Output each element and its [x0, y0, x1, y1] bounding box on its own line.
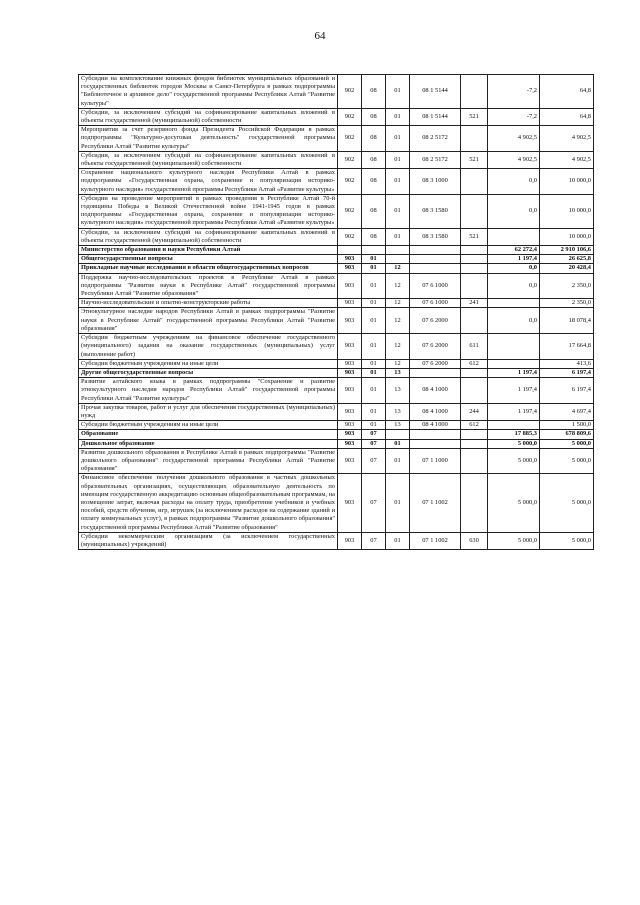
- row-name-cell: Развитие алтайского языка в рамках подпрограммы "Сохранение и развитие этнокультурного наследия народов Республики Алтай" государственной программы Республики Алтай "Развитие культуры": [79, 378, 338, 404]
- amount-total-cell: 10 000,0: [540, 228, 594, 245]
- ministry-code-cell: 902: [338, 228, 362, 245]
- row-name-cell: Дошкольное образование: [79, 439, 338, 448]
- subsection-code-cell: [386, 246, 410, 255]
- table-row: [79, 368, 594, 377]
- ministry-code-cell: 902: [338, 194, 362, 228]
- section-code-cell: 01: [362, 264, 386, 273]
- ministry-code-cell: 903: [338, 273, 362, 299]
- expense-type-cell: 241: [461, 299, 488, 308]
- expense-type-cell: 612: [461, 359, 488, 368]
- row-name-cell: Поддержка научно-исследовательских проектов в Республике Алтай в рамках подпрограммы "Развитие науки в Республике Алтай" государственной программы Республики Алтай "Развитие образования": [79, 273, 338, 299]
- section-code-cell: 01: [362, 359, 386, 368]
- amount-change-cell: 1 197,4: [488, 378, 540, 404]
- section-code-cell: [362, 246, 386, 255]
- expense-type-cell: [461, 246, 488, 255]
- page-number: 64: [314, 30, 326, 42]
- target-article-cell: 07 1 1002: [410, 474, 461, 532]
- row-name-cell: Субсидии на проведение мероприятий в рамках проведения в Республике Алтай 70-й годовщины Победы в Великой Отечественной войне 1941-1945 годов в рамках подпрограммы «Государственная охрана, сохранение и популяризация историко-культурного наследия» государственной программы Республики Алтай «Развитие культуры»: [79, 194, 338, 228]
- amount-total-cell: 678 809,6: [540, 430, 594, 439]
- target-article-cell: 07 6 2000: [410, 359, 461, 368]
- row-name-cell: Развитие дошкольного образования в Республике Алтай в рамках подпрограммы "Развитие дошкольного образования" государственной программы Республики Алтай "Развитие образования": [79, 448, 338, 474]
- amount-total-cell: 2 350,0: [540, 273, 594, 299]
- table-row: [79, 264, 594, 273]
- amount-change-cell: -7,2: [488, 108, 540, 125]
- row-name-cell: Научно-исследовательские и опытно-конструкторские работы: [79, 299, 338, 308]
- target-article-cell: 08 4 1000: [410, 403, 461, 420]
- row-name-cell: Субсидии, за исключением субсидий на софинансирование капитальных вложений в объекты государственной (муниципальной) собственности: [79, 228, 338, 245]
- amount-total-cell: 6 197,4: [540, 368, 594, 377]
- amount-change-cell: 0,0: [488, 308, 540, 334]
- expense-type-cell: 521: [461, 151, 488, 168]
- row-name-cell: Министерство образования и науки Республики Алтай: [79, 246, 338, 255]
- ministry-code-cell: [338, 246, 362, 255]
- expense-type-cell: [461, 255, 488, 264]
- amount-change-cell: 0,0: [488, 264, 540, 273]
- expense-type-cell: [461, 430, 488, 439]
- ministry-code-cell: 903: [338, 308, 362, 334]
- ministry-code-cell: 903: [338, 439, 362, 448]
- amount-change-cell: 5 000,0: [488, 448, 540, 474]
- section-code-cell: 07: [362, 430, 386, 439]
- amount-total-cell: 64,8: [540, 75, 594, 109]
- target-article-cell: 08 4 1000: [410, 378, 461, 404]
- subsection-code-cell: 01: [386, 108, 410, 125]
- subsection-code-cell: 01: [386, 439, 410, 448]
- amount-total-cell: 5 000,0: [540, 474, 594, 532]
- section-code-cell: 01: [362, 255, 386, 264]
- section-code-cell: 01: [362, 299, 386, 308]
- row-name-cell: Мероприятия за счет резервного фонда Президента Российской Федерации в рамках подпрограммы "Культурно-досуговая деятельность" государственной программы Республики Алтай "Развитие культуры": [79, 126, 338, 152]
- target-article-cell: 08 1 5144: [410, 75, 461, 109]
- section-code-cell: 01: [362, 368, 386, 377]
- amount-change-cell: 4 902,5: [488, 126, 540, 152]
- section-code-cell: 01: [362, 273, 386, 299]
- amount-total-cell: 10 000,0: [540, 194, 594, 228]
- subsection-code-cell: 12: [386, 299, 410, 308]
- row-name-cell: Прикладные научные исследования в области общегосударственных вопросов: [79, 264, 338, 273]
- target-article-cell: 07 1 1000: [410, 448, 461, 474]
- amount-total-cell: 413,6: [540, 359, 594, 368]
- ministry-code-cell: 902: [338, 169, 362, 195]
- amount-change-cell: 5 000,0: [488, 474, 540, 532]
- expense-type-cell: [461, 264, 488, 273]
- section-code-cell: 01: [362, 378, 386, 404]
- row-name-cell: Субсидии некоммерческим организациям (за исключением государственных (муниципальных) учреждений): [79, 532, 338, 549]
- row-name-cell: Субсидии бюджетным учреждениям на иные цели: [79, 421, 338, 430]
- table-row: [79, 75, 594, 109]
- expense-type-cell: [461, 439, 488, 448]
- target-article-cell: 08 3 1580: [410, 194, 461, 228]
- table-row: [79, 359, 594, 368]
- amount-change-cell: 5 000,0: [488, 532, 540, 549]
- table-row: [79, 378, 594, 404]
- section-code-cell: 01: [362, 308, 386, 334]
- subsection-code-cell: 01: [386, 228, 410, 245]
- target-article-cell: 07 6 1000: [410, 273, 461, 299]
- amount-change-cell: -7,2: [488, 75, 540, 109]
- section-code-cell: 01: [362, 334, 386, 360]
- section-code-cell: 08: [362, 126, 386, 152]
- amount-change-cell: 4 902,5: [488, 151, 540, 168]
- ministry-code-cell: 903: [338, 403, 362, 420]
- ministry-code-cell: 903: [338, 378, 362, 404]
- section-code-cell: 01: [362, 403, 386, 420]
- expense-type-cell: 611: [461, 334, 488, 360]
- subsection-code-cell: 12: [386, 308, 410, 334]
- amount-total-cell: 18 078,4: [540, 308, 594, 334]
- table-row: [79, 430, 594, 439]
- target-article-cell: 08 2 5172: [410, 126, 461, 152]
- amount-change-cell: 1 197,4: [488, 368, 540, 377]
- row-name-cell: Образование: [79, 430, 338, 439]
- ministry-code-cell: 902: [338, 126, 362, 152]
- row-name-cell: Сохранение национального культурного наследия Республики Алтай в рамках подпрограммы «Государственная охрана, сохранение и популяризация историко-культурного наследия» государственной программы Республики Алтай «Развитие культуры»: [79, 169, 338, 195]
- expense-type-cell: [461, 273, 488, 299]
- subsection-code-cell: [386, 430, 410, 439]
- amount-total-cell: 4 902,5: [540, 151, 594, 168]
- ministry-code-cell: 903: [338, 421, 362, 430]
- amount-change-cell: [488, 299, 540, 308]
- target-article-cell: [410, 255, 461, 264]
- expense-type-cell: [461, 308, 488, 334]
- subsection-code-cell: 01: [386, 532, 410, 549]
- section-code-cell: 07: [362, 474, 386, 532]
- section-code-cell: 07: [362, 439, 386, 448]
- expense-type-cell: 521: [461, 228, 488, 245]
- table-row: [79, 169, 594, 195]
- expense-type-cell: [461, 474, 488, 532]
- ministry-code-cell: 903: [338, 264, 362, 273]
- target-article-cell: 08 3 1580: [410, 228, 461, 245]
- row-name-cell: Другие общегосударственные вопросы: [79, 368, 338, 377]
- subsection-code-cell: 01: [386, 151, 410, 168]
- amount-change-cell: [488, 228, 540, 245]
- amount-total-cell: 2 910 106,6: [540, 246, 594, 255]
- target-article-cell: 07 6 1000: [410, 299, 461, 308]
- table-row: [79, 403, 594, 420]
- section-code-cell: 08: [362, 75, 386, 109]
- subsection-code-cell: 12: [386, 359, 410, 368]
- subsection-code-cell: 12: [386, 334, 410, 360]
- target-article-cell: [410, 264, 461, 273]
- target-article-cell: 07 6 2000: [410, 334, 461, 360]
- target-article-cell: [410, 439, 461, 448]
- subsection-code-cell: 01: [386, 126, 410, 152]
- expense-type-cell: [461, 126, 488, 152]
- table-row: [79, 439, 594, 448]
- table-row: [79, 308, 594, 334]
- amount-total-cell: 5 000,0: [540, 439, 594, 448]
- target-article-cell: [410, 368, 461, 377]
- amount-total-cell: 17 664,8: [540, 334, 594, 360]
- ministry-code-cell: 902: [338, 108, 362, 125]
- table-row: [79, 421, 594, 430]
- table-row: [79, 448, 594, 474]
- amount-change-cell: 0,0: [488, 194, 540, 228]
- row-name-cell: Субсидии на комплектование книжных фондов библиотек муниципальных образований и государственных библиотек городов Москвы и Санкт-Петербурга в рамках подпрограммы "Библиотечное и архивное дело" государственной программы Республики Алтай "Развитие культуры": [79, 75, 338, 109]
- ministry-code-cell: 902: [338, 75, 362, 109]
- target-article-cell: 08 1 5144: [410, 108, 461, 125]
- section-code-cell: 01: [362, 421, 386, 430]
- target-article-cell: [410, 246, 461, 255]
- target-article-cell: 08 3 1000: [410, 169, 461, 195]
- row-name-cell: Субсидии, за исключением субсидий на софинансирование капитальных вложений в объекты государственной (муниципальной) собственности: [79, 108, 338, 125]
- amount-total-cell: 4 697,4: [540, 403, 594, 420]
- subsection-code-cell: 13: [386, 421, 410, 430]
- amount-change-cell: 5 000,0: [488, 439, 540, 448]
- table-row: [79, 194, 594, 228]
- row-name-cell: Прочая закупка товаров, работ и услуг для обеспечения государственных (муниципальных) нужд: [79, 403, 338, 420]
- target-article-cell: 08 4 1000: [410, 421, 461, 430]
- amount-change-cell: 1 197,4: [488, 403, 540, 420]
- table-row: [79, 108, 594, 125]
- ministry-code-cell: 903: [338, 334, 362, 360]
- ministry-code-cell: 903: [338, 430, 362, 439]
- subsection-code-cell: 12: [386, 264, 410, 273]
- section-code-cell: 08: [362, 228, 386, 245]
- row-name-cell: Субсидии бюджетным учреждениям на иные цели: [79, 359, 338, 368]
- ministry-code-cell: 903: [338, 368, 362, 377]
- table-row: [79, 151, 594, 168]
- subsection-code-cell: 01: [386, 169, 410, 195]
- amount-change-cell: 0,0: [488, 273, 540, 299]
- row-name-cell: Субсидии бюджетным учреждениям на финансовое обеспечение государственного (муниципального) задания на оказание государственных (муниципальных) услуг (выполнение работ): [79, 334, 338, 360]
- expense-type-cell: [461, 448, 488, 474]
- row-name-cell: Общегосударственные вопросы: [79, 255, 338, 264]
- budget-table: [78, 74, 594, 550]
- subsection-code-cell: 01: [386, 448, 410, 474]
- expense-type-cell: 521: [461, 108, 488, 125]
- ministry-code-cell: 903: [338, 448, 362, 474]
- table-row: [79, 126, 594, 152]
- amount-change-cell: 1 197,4: [488, 255, 540, 264]
- table-row: [79, 273, 594, 299]
- ministry-code-cell: 902: [338, 151, 362, 168]
- subsection-code-cell: [386, 255, 410, 264]
- amount-change-cell: [488, 359, 540, 368]
- expense-type-cell: 630: [461, 532, 488, 549]
- ministry-code-cell: 903: [338, 532, 362, 549]
- expense-type-cell: [461, 169, 488, 195]
- subsection-code-cell: 13: [386, 368, 410, 377]
- section-code-cell: 08: [362, 108, 386, 125]
- ministry-code-cell: 903: [338, 255, 362, 264]
- section-code-cell: 08: [362, 169, 386, 195]
- ministry-code-cell: 903: [338, 474, 362, 532]
- row-name-cell: Этнокультурное наследие народов Республики Алтай в рамках подпрограммы "Развитие науки в Республике Алтай" государственной программы Республики Алтай "Развитие образования": [79, 308, 338, 334]
- section-code-cell: 08: [362, 151, 386, 168]
- expense-type-cell: [461, 378, 488, 404]
- amount-change-cell: [488, 421, 540, 430]
- expense-type-cell: [461, 75, 488, 109]
- expense-type-cell: 612: [461, 421, 488, 430]
- subsection-code-cell: 01: [386, 194, 410, 228]
- target-article-cell: 08 2 5172: [410, 151, 461, 168]
- amount-change-cell: 62 272,4: [488, 246, 540, 255]
- subsection-code-cell: 01: [386, 75, 410, 109]
- subsection-code-cell: 13: [386, 403, 410, 420]
- section-code-cell: 07: [362, 448, 386, 474]
- amount-total-cell: 5 000,0: [540, 448, 594, 474]
- amount-total-cell: 26 625,8: [540, 255, 594, 264]
- amount-total-cell: 1 500,0: [540, 421, 594, 430]
- row-name-cell: Финансовое обеспечение получения дошкольного образования в частных дошкольных образовательных организациях, осуществляющих образовательную деятельность по имеющим государственную аккредитацию основным общеобразовательным программам, на возмещение затрат, включая расходы на оплату труда, приобретение учебников и учебных пособий, средств обучения, игр, игрушек (за исключением расходов на содержание зданий и оплату коммунальных услуг), в рамках подпрограммы "Развитие дошкольного образования" государственной программы Республики Алтай "Развитие образования": [79, 474, 338, 532]
- amount-total-cell: 20 428,4: [540, 264, 594, 273]
- table-row: [79, 299, 594, 308]
- amount-total-cell: 6 197,4: [540, 378, 594, 404]
- table-row: [79, 228, 594, 245]
- table-row: [79, 255, 594, 264]
- amount-total-cell: 4 902,5: [540, 126, 594, 152]
- table-row: [79, 532, 594, 549]
- table-row: [79, 474, 594, 532]
- target-article-cell: 07 1 1002: [410, 532, 461, 549]
- table-row: [79, 246, 594, 255]
- amount-change-cell: 17 885,3: [488, 430, 540, 439]
- section-code-cell: 07: [362, 532, 386, 549]
- amount-change-cell: 0,0: [488, 169, 540, 195]
- expense-type-cell: [461, 194, 488, 228]
- subsection-code-cell: 12: [386, 273, 410, 299]
- amount-total-cell: 2 350,0: [540, 299, 594, 308]
- target-article-cell: [410, 430, 461, 439]
- expense-type-cell: 244: [461, 403, 488, 420]
- amount-total-cell: 5 000,0: [540, 532, 594, 549]
- section-code-cell: 08: [362, 194, 386, 228]
- ministry-code-cell: 903: [338, 359, 362, 368]
- budget-table-body: [79, 75, 594, 550]
- row-name-cell: Субсидии, за исключением субсидий на софинансирование капитальных вложений в объекты государственной (муниципальной) собственности: [79, 151, 338, 168]
- expense-type-cell: [461, 368, 488, 377]
- ministry-code-cell: 903: [338, 299, 362, 308]
- subsection-code-cell: 13: [386, 378, 410, 404]
- table-row: [79, 334, 594, 360]
- target-article-cell: 07 6 2000: [410, 308, 461, 334]
- amount-change-cell: [488, 334, 540, 360]
- amount-total-cell: 10 000,0: [540, 169, 594, 195]
- subsection-code-cell: 01: [386, 474, 410, 532]
- amount-total-cell: 64,8: [540, 108, 594, 125]
